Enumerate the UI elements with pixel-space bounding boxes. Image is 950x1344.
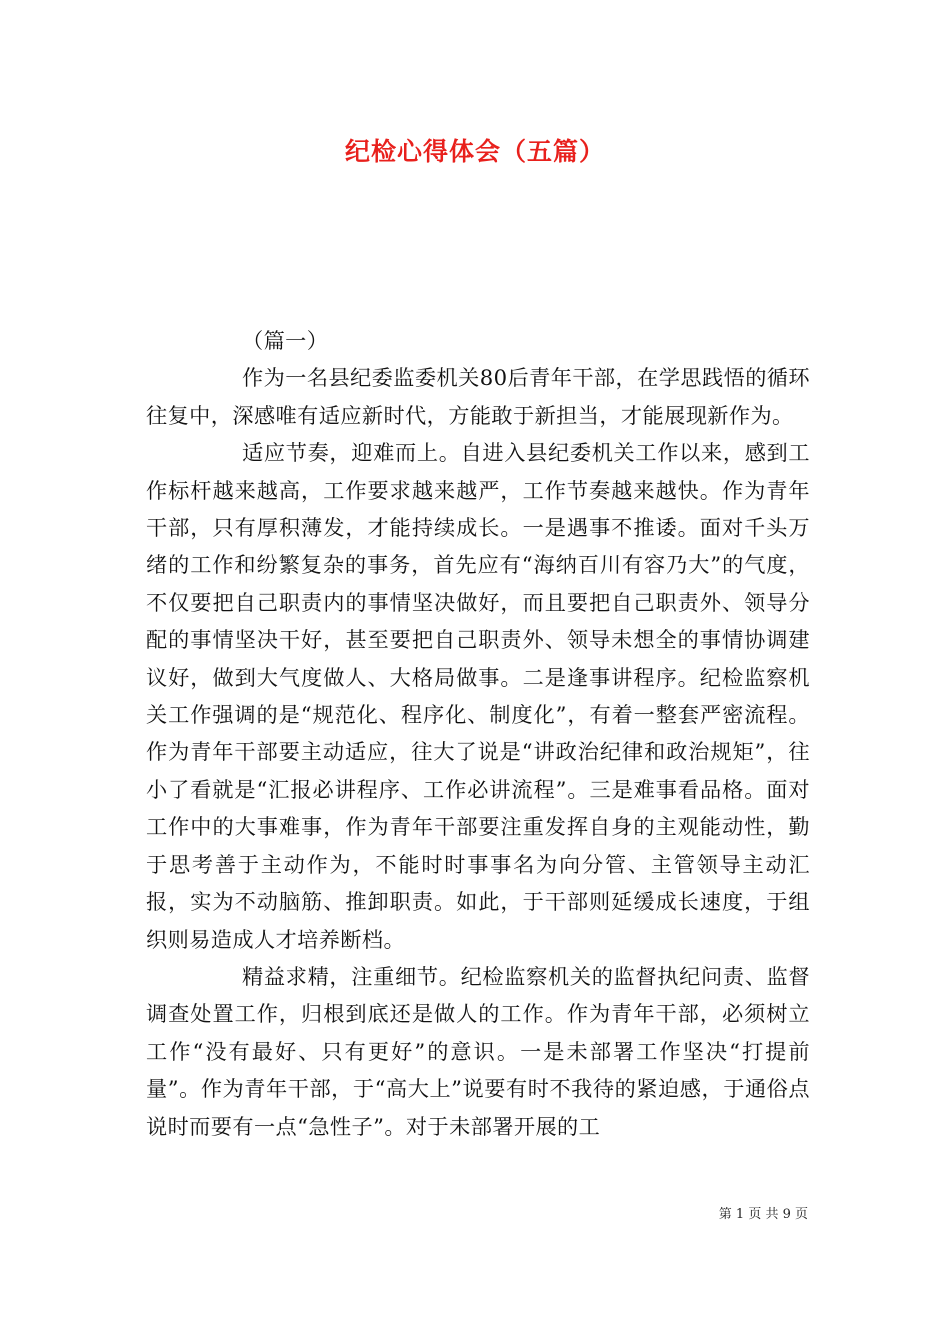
page-number-footer: 第 1 页 共 9 页 — [718, 1207, 808, 1222]
paragraph-2: 适应节奏，迎难而上。自进入县纪委机关工作以来，感到工作标杆越来越高，工作要求越来越严，工作节奏越来越快。作为青年干部，只有厚积薄发，才能持续成长。一是遇事不推诿。面对千头万绪的工作和纷繁复杂的事务，首先应有“海纳百川有容乃大”的气度，不仅要把自己职责内的事情坚决做好，而且要把自己职责外、领导分配的事情坚决干好，甚至要把自己职责外、领导未想全的事情协调建议好，做到大气度做人、大格局做事。二是逢事讲程序。纪检监察机关工作强调的是“规范化、程序化、制度化”，有着一整套严密流程。作为青年干部要主动适应，往大了说是“讲政治纪律和政治规矩”，往小了看就是“汇报必讲程序、工作必讲流程”。三是难事看品格。面对工作中的大事难事，作为青年干部要注重发挥自身的主观能动性，勤于思考善于主动作为，不能时时事事名为向分管、主管领导主动汇报，实为不动脑筋、推卸职责。如此，于干部则延缓成长速度，于组织则易造成人才培养断档。 — [146, 440, 810, 952]
paragraph-1: 作为一名县纪委监委机关80后青年干部，在学思践悟的循环往复中，深感唯有适应新时代，方能敢于新担当，才能展现新作为。 — [146, 365, 810, 428]
section-label: （篇一） — [242, 328, 329, 353]
paragraph-3: 精益求精，注重细节。纪检监察机关的监督执纪问责、监督调查处置工作，归根到底还是做人的工作。作为青年干部，必须树立工作“没有最好、只有更好”的意识。一是未部署工作坚决“打提前量”。作为青年干部，于“高大上”说要有时不我待的紧迫感，于通俗点说时而要有一点“急性子”。对于未部署开展的工 — [146, 963, 810, 1139]
document-title: 纪检心得体会（五篇） — [344, 137, 605, 166]
document-body — [146, 322, 810, 1145]
